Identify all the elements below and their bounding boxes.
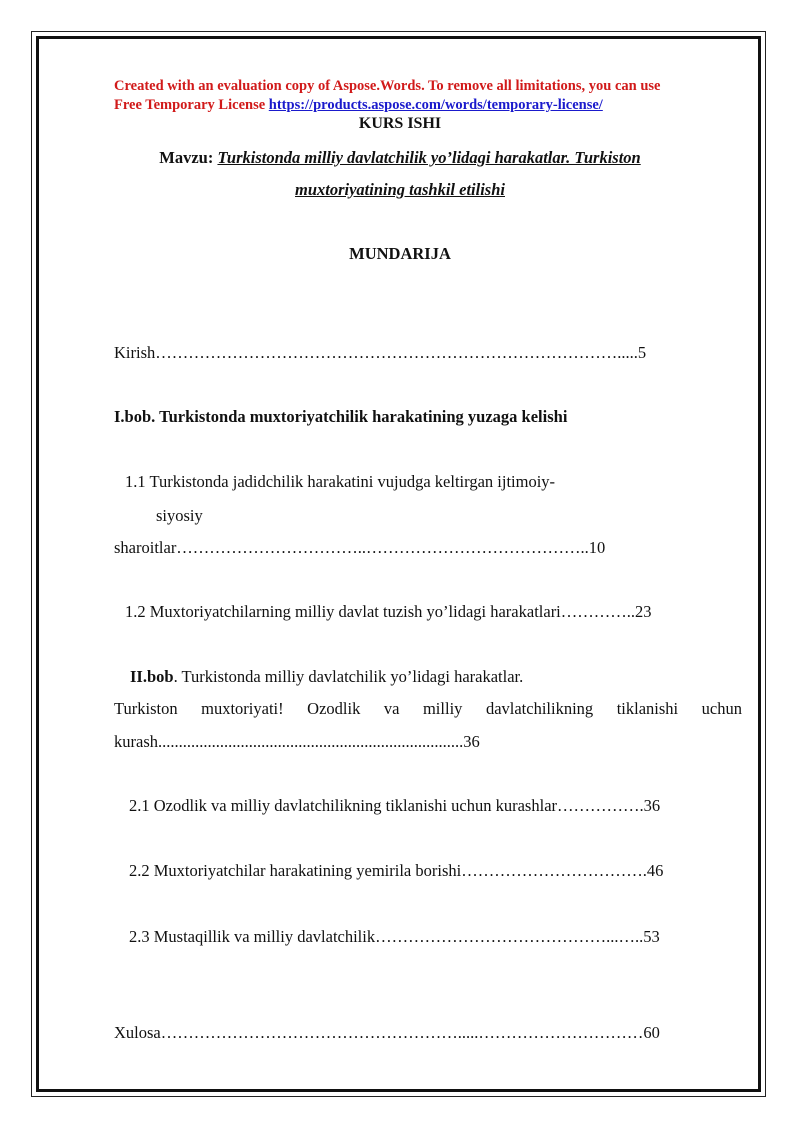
watermark-line-1: Created with an evaluation copy of Aspose.Words. To remove all limitations, you can use (114, 78, 661, 94)
topic-line-2: muxtoriyatining tashkil etilishi (295, 180, 505, 199)
topic-text: Turkistonda milliy davlatchilik yo’lidagi harakatlar. Turkiston (217, 148, 641, 167)
toc-entry-1-1-end: sharoitlar……………………………..…………………………………..10 (114, 538, 606, 557)
toc-entry-1-1-cont: siyosiy (156, 506, 203, 525)
watermark-license-text: Free Temporary License (114, 97, 269, 113)
chapter-2-title: . Turkistonda milliy davlatchilik yo’lidagi harakatlar. (173, 667, 524, 686)
contents-title: MUNDARIJA (349, 244, 451, 263)
evaluation-watermark (114, 77, 754, 115)
chapter-2-label: II.bob (130, 667, 174, 686)
document-title: KURS ISHI (358, 115, 442, 132)
toc-entry-2-2: 2.2 Muxtoriyatchilar harakatining yemirila borishi…………………………….46 (129, 861, 664, 880)
toc-chapter-2 (130, 667, 523, 687)
topic-label: Mavzu: (159, 148, 218, 167)
toc-chapter-2-line-2: Turkiston muxtoriyati! Ozodlik va milliy davlatchilikning tiklanishi uchun (114, 699, 742, 718)
toc-entry-kirish: Kirish………………………………………………………………………….....5 (114, 343, 647, 362)
toc-entry-2-3: 2.3 Mustaqillik va milliy davlatchilik……………………………………...…..53 (129, 927, 660, 946)
toc-entry-1-1: 1.1 Turkistonda jadidchilik harakatini vujudga keltirgan ijtimoiy- (125, 472, 556, 491)
toc-entry-1-2: 1.2 Muxtoriyatchilarning milliy davlat tuzish yo’lidagi harakatlari…………..23 (125, 602, 652, 621)
watermark-line-2 (114, 96, 754, 115)
toc-chapter-1: I.bob. Turkistonda muxtoriyatchilik harakatining yuzaga kelishi (114, 407, 568, 426)
toc-entry-xulosa: Xulosa……………………………………………….....…………………………60 (114, 1023, 660, 1042)
toc-chapter-2-line-3: kurash..........................................................................36 (114, 732, 480, 751)
license-link[interactable]: https://products.aspose.com/words/temporary-license/ (268, 97, 603, 113)
topic-line-1 (0, 148, 800, 168)
toc-entry-2-1: 2.1 Ozodlik va milliy davlatchilikning tiklanishi uchun kurashlar…………….36 (129, 796, 661, 815)
